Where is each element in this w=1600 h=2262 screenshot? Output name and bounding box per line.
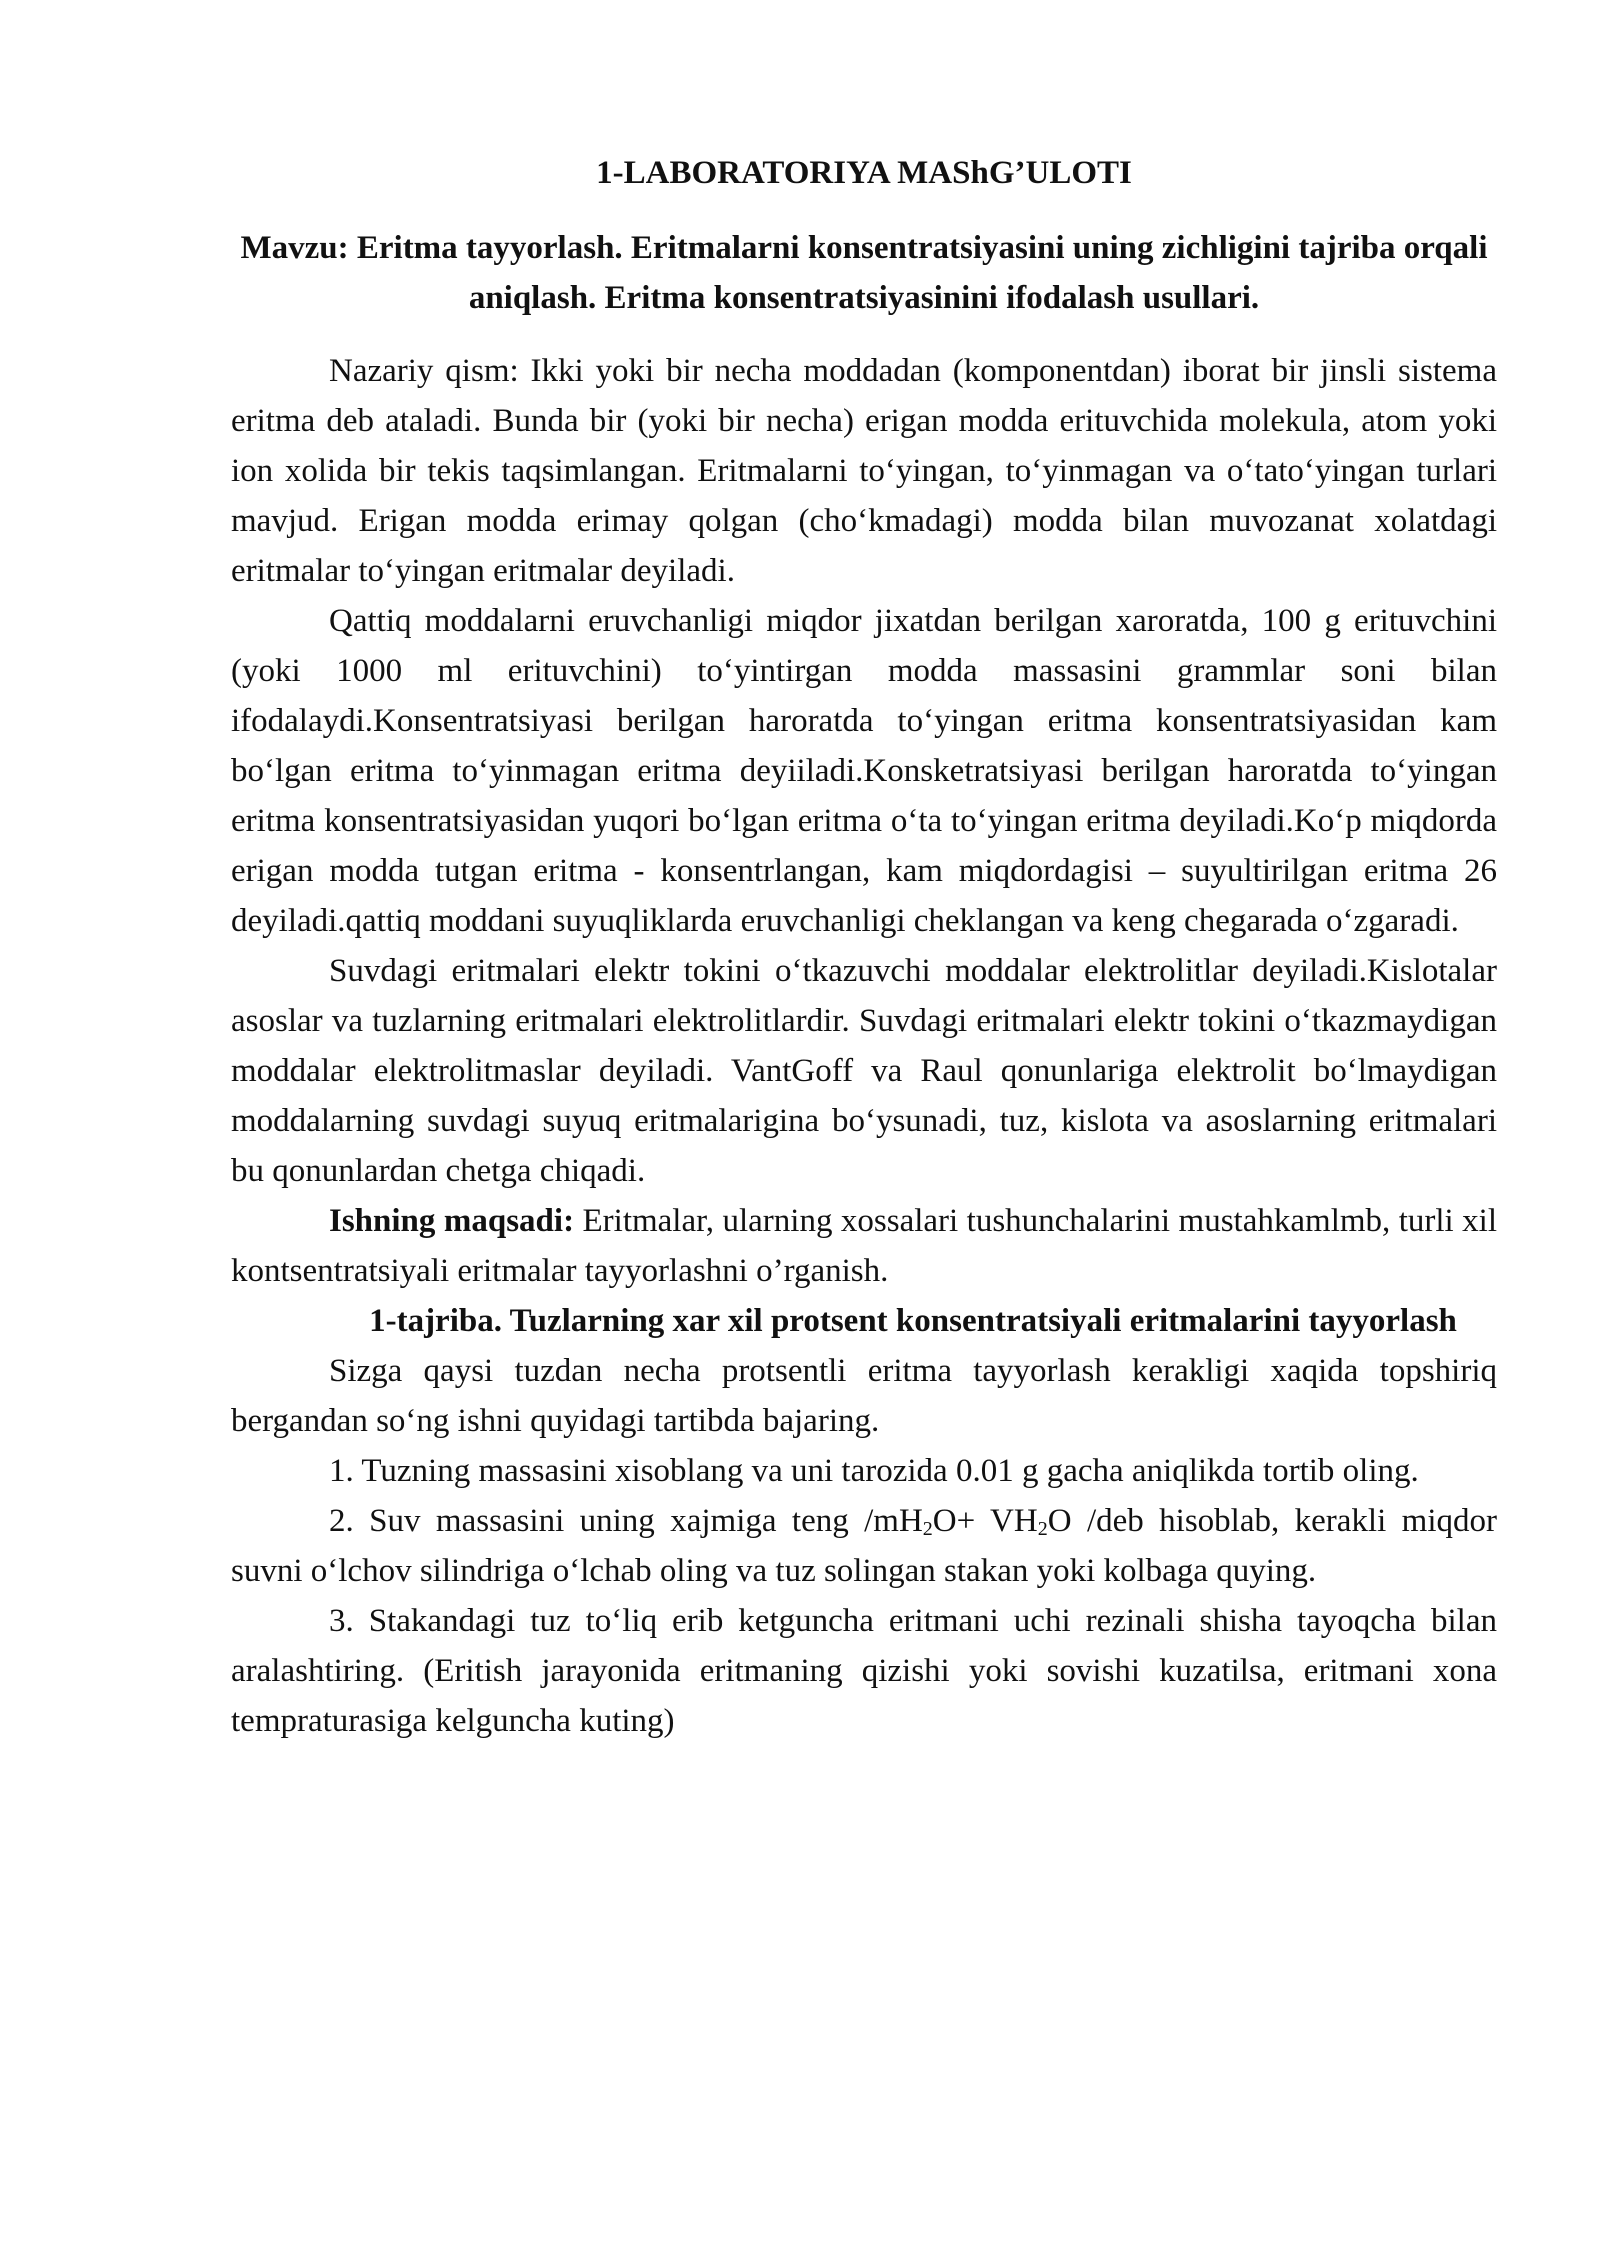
step-2-text-a: 2. Suv massasini uning xajmiga teng /mH [329,1503,923,1539]
document-topic: Mavzu: Eritma tayyorlash. Eritmalarni konsentratsiyasini uning zichligini tajriba orqali aniqlash. Eritma konsentratsiyasinini ifodalash usullari. [240,230,1488,316]
goal-paragraph [231,1196,1497,1296]
experiment-intro: Sizga qaysi tuzdan necha protsentli eritma tayyorlash kerakligi xaqida topshiriq bergandan so‘ng ishni quyidagi tartibda bajaring. [231,1353,1497,1439]
goal-text: Eritmalar, ularning xossalari tushunchalarini mustahkamlmb, turli xil kontsentratsiyali eritmalar tayyorlashni o’rganish. [231,1203,1497,1289]
experiment-step-1: 1. Tuzning massasini xisoblang va uni tarozida 0.01 g gacha aniqlikda tortib oling. [329,1453,1419,1489]
goal-label: Ishning maqsadi: [329,1203,575,1239]
step-2-text-c: O /deb hisoblab, kerakli miqdor suvni o‘lchov silindriga o‘lchab oling va tuz solingan stakan yoki kolbaga quying. [231,1503,1497,1589]
experiment-step-3: 3. Stakandagi tuz to‘liq erib ketguncha eritmani uchi rezinali shisha tayoqcha bilan aralashtiring. (Eritish jarayonida eritmaning qizishi yoki sovishi kuzatilsa, eritmani xona tempraturasiga kelguncha kuting) [231,1603,1497,1739]
experiment-heading: 1-tajriba. Tuzlarning xar xil protsent konsentratsiyali eritmalarini tayyorlash [369,1303,1457,1339]
solubility-paragraph: Qattiq moddalarni eruvchanligi miqdor jixatdan berilgan xaroratda, 100 g erituvchini (yoki 1000 ml erituvchini) to‘yintirgan modda massasini grammlar soni bilan ifodalaydi.Konsentratsiyasi berilgan haroratda to‘yingan eritma konsentratsiyasidan kam bo‘lgan eritma to‘yinmagan eritma deyiiladi.Konsketratsiyasi berilgan haroratda to‘yingan eritma konsentratsiyasidan yuqori bo‘lgan eritma o‘ta to‘yingan eritma deyiladi.Ko‘p miqdorda erigan modda tutgan eritma - konsentrlangan, kam miqdordagisi – suyultirilgan eritma 26 deyiladi.qattiq moddani suyuqliklarda eruvchanligi cheklangan va keng chegarada o‘zgaradi. [231,603,1497,939]
step-2-text-b: O+ VH [932,1503,1038,1539]
step-2-subscript-b: 2 [1037,1518,1048,1540]
document-body [231,148,1497,1746]
step-2-subscript-a: 2 [922,1518,933,1540]
document-title: 1-LABORATORIYA MAShG’ULOTI [596,155,1132,191]
electrolytes-paragraph: Suvdagi eritmalari elektr tokini o‘tkazuvchi moddalar elektrolitlar deyiladi.Kislotalar asoslar va tuzlarning eritmalari elektrolitlardir. Suvdagi eritmalari elektr tokini o‘tkazmaydigan moddalar elektrolitmaslar deyiladi. VantGoff va Raul qonunlariga elektrolit bo‘lmaydigan moddalarning suvdagi suyuq eritmalarigina bo‘ysunadi, tuz, kislota va asoslarning eritmalari bu qonunlardan chetga chiqadi. [231,953,1497,1189]
experiment-step-2 [231,1496,1497,1596]
theory-paragraph: Nazariy qism: Ikki yoki bir necha moddadan (komponentdan) iborat bir jinsli sistema eritma deb ataladi. Bunda bir (yoki bir necha) erigan modda erituvchida molekula, atom yoki ion xolida bir tekis taqsimlangan. Eritmalarni to‘yingan, to‘yinmagan va o‘tato‘yingan turlari mavjud. Erigan modda erimay qolgan (cho‘kmadagi) modda bilan muvozanat xolatdagi eritmalar to‘yingan eritmalar deyiladi. [231,353,1497,589]
